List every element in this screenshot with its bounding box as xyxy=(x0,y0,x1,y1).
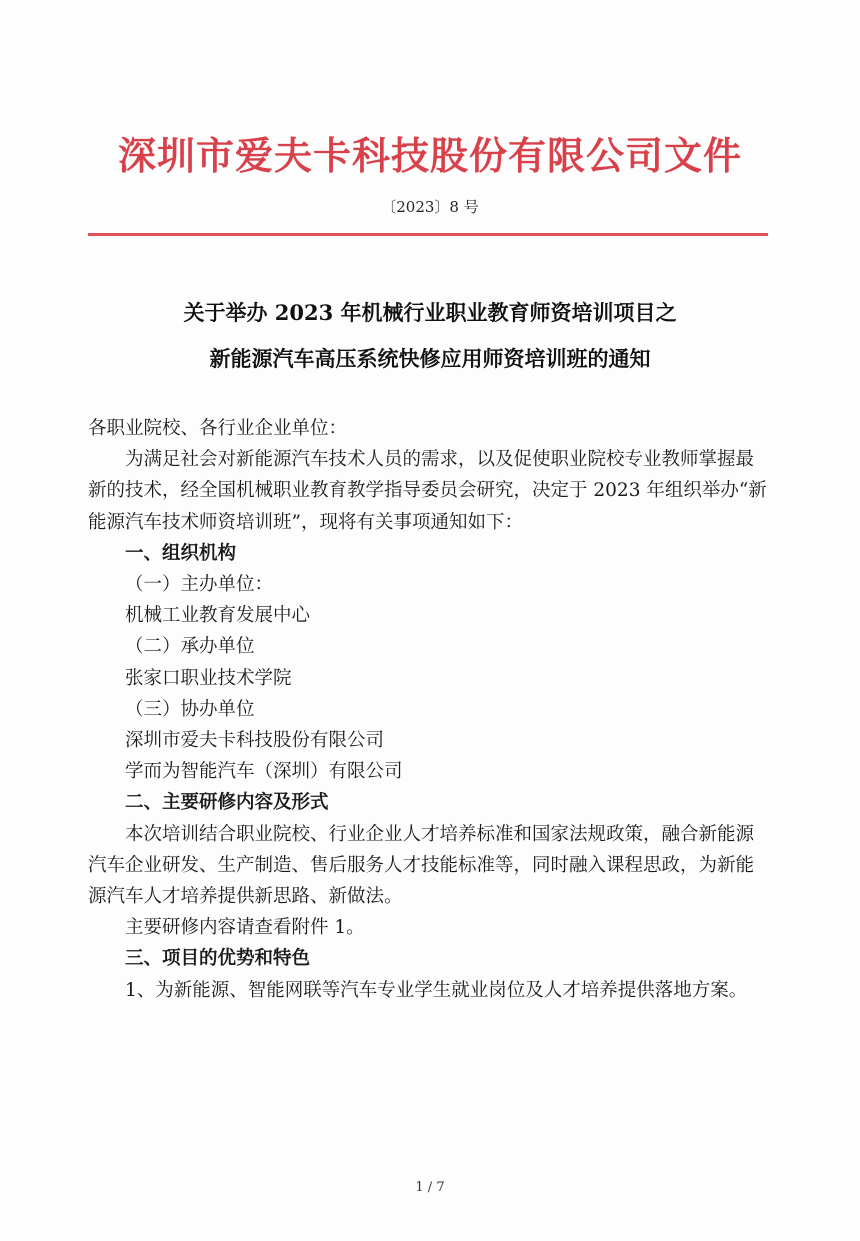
co-organizer-label: （三）协办单位 xyxy=(125,698,255,720)
advantage-item-1: 1、为新能源、智能网联等汽车专业学生就业岗位及人才培养提供落地方案。 xyxy=(125,979,748,1001)
co-organizer-value-1: 深圳市爱夫卡科技股份有限公司 xyxy=(125,730,385,752)
organizer-label: （一）主办单位： xyxy=(125,574,274,596)
document-body xyxy=(88,413,772,1006)
co-organizer-value-2: 学而为智能汽车（深圳）有限公司 xyxy=(125,761,403,783)
company-header-title: 深圳市爱夫卡科技股份有限公司文件 xyxy=(117,134,742,178)
document-number: 〔2023〕8 号 xyxy=(381,198,479,216)
undertaker-label: （二）承办单位 xyxy=(125,636,255,658)
intro-paragraph: 为满足社会对新能源汽车技术人员的需求，以及促使职业院校专业教师掌握最新的技术，经全国机械职业教育教学指导委员会研究，决定于 2023 年组织举办“新能源汽车技术师资培训班”，现将有关事项通知如下： xyxy=(88,449,767,533)
header-divider xyxy=(88,233,768,236)
undertaker-value: 张家口职业技术学院 xyxy=(125,667,292,689)
content-paragraph: 本次培训结合职业院校、行业企业人才培养标准和国家法规政策，融合新能源汽车企业研发、生产制造、售后服务人才技能标准等，同时融入课程思政，为新能源汽车人才培养提供新思路、新做法。 xyxy=(88,823,755,908)
attachment-reference: 主要研修内容请查看附件 1。 xyxy=(125,917,365,939)
page-indicator: 1 / 7 xyxy=(415,1180,445,1195)
organizer-value: 机械工业教育发展中心 xyxy=(125,605,311,627)
notice-title-line2: 新能源汽车高压系统快修应用师资培训班的通知 xyxy=(209,346,651,371)
section-heading-advantages: 三、项目的优势和特色 xyxy=(125,948,311,970)
section-heading-organization: 一、组织机构 xyxy=(125,542,237,564)
notice-title-line1: 关于举办 2023 年机械行业职业教育师资培训项目之 xyxy=(183,300,677,325)
section-heading-content: 二、主要研修内容及形式 xyxy=(125,792,329,814)
salutation: 各职业院校、各行业企业单位： xyxy=(88,418,348,439)
